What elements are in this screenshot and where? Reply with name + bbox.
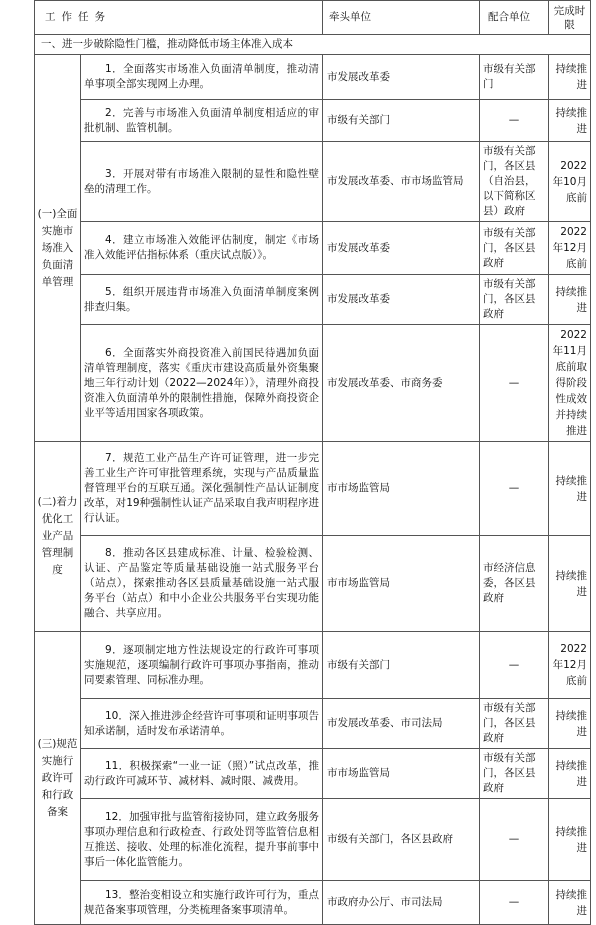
table-row [35, 881, 591, 925]
lead-unit-cell: 市市场监管局 [323, 749, 480, 799]
header-row [35, 1, 591, 35]
table-row [35, 632, 591, 699]
table-row [35, 325, 591, 442]
task-cell: 6．全面落实外商投资准入前国民待遇加负面清单管理制度，落实《重庆市建设高质量外资集聚地三年行动计划（2022—2024年）》，清理外商投资准入负面清单外的限制性措施，保障外商投资企业平等适用国家各项政策。 [81, 325, 323, 442]
coop-unit-cell: — [480, 799, 549, 881]
group-label: (三)规范实施行政许可和行政备案 [35, 632, 81, 925]
task-cell: 4．建立市场准入效能评估制度，制定《市场准入效能评估指标体系（重庆试点版）》。 [81, 222, 323, 275]
lead-unit-cell: 市级有关部门 [323, 632, 480, 699]
lead-unit-cell: 市发展改革委、市司法局 [323, 699, 480, 749]
table-row [35, 536, 591, 632]
header-task: 工作任务 [35, 1, 323, 35]
lead-unit-cell: 市政府办公厅、市司法局 [323, 881, 480, 925]
lead-unit-cell: 市发展改革委、市市场监管局 [323, 142, 480, 222]
task-table [34, 0, 591, 925]
deadline-cell: 持续推进 [549, 536, 591, 632]
lead-unit-cell: 市市场监管局 [323, 442, 480, 536]
section-title: 一、进一步破除隐性门槛，推动降低市场主体准入成本 [35, 35, 591, 55]
coop-unit-cell: — [480, 881, 549, 925]
deadline-cell: 2022年12月底前 [549, 222, 591, 275]
table-row [35, 799, 591, 881]
table-row [35, 222, 591, 275]
lead-unit-cell: 市发展改革委、市商务委 [323, 325, 480, 442]
deadline-cell: 持续推进 [549, 699, 591, 749]
table-row [35, 275, 591, 325]
table-row [35, 699, 591, 749]
coop-unit-cell: 市级有关部门 [480, 55, 549, 100]
deadline-cell: 2022年11月底前取得阶段性成效并持续推进 [549, 325, 591, 442]
task-cell: 3．开展对带有市场准入限制的显性和隐性壁垒的清理工作。 [81, 142, 323, 222]
task-cell: 8．推动各区县建成标准、计量、检验检测、认证、产品鉴定等质量基础设施一站式服务平台（站点），探索推动各区县质量基础设施一站式服务平台（站点）和中小企业公共服务平台实现功能融合、共享应用。 [81, 536, 323, 632]
lead-unit-cell: 市级有关部门，各区县政府 [323, 799, 480, 881]
table-row [35, 442, 591, 536]
task-cell: 11．积极探索“一业一证（照）”试点改革，推动行政许可减环节、减材料、减时限、减费用。 [81, 749, 323, 799]
header-deadline: 完成时限 [549, 1, 591, 35]
coop-unit-cell: 市级有关部门，各区县（自治县，以下简称区县）政府 [480, 142, 549, 222]
deadline-cell: 持续推进 [549, 55, 591, 100]
lead-unit-cell: 市市场监管局 [323, 536, 480, 632]
task-cell: 13．整治变相设立和实施行政许可行为，重点规范备案事项管理，分类梳理备案事项清单。 [81, 881, 323, 925]
group-label: (一)全面实施市场准入负面清单管理 [35, 55, 81, 442]
lead-unit-cell: 市发展改革委 [323, 222, 480, 275]
task-cell: 10．深入推进涉企经营许可事项和证明事项告知承诺制，适时发布承诺清单。 [81, 699, 323, 749]
coop-unit-cell: — [480, 100, 549, 142]
task-cell: 9．逐项制定地方性法规设定的行政许可事项实施规范，逐项编制行政许可事项办事指南，推动同要素管理、同标准办理。 [81, 632, 323, 699]
table-row [35, 55, 591, 100]
table-row [35, 142, 591, 222]
deadline-cell: 持续推进 [549, 100, 591, 142]
deadline-cell: 持续推进 [549, 881, 591, 925]
task-cell: 12．加强审批与监管衔接协同，建立政务服务事项办理信息和行政检查、行政处罚等监管信息相互推送、接收、处理的标准化流程，提升事前事中事后一体化监管能力。 [81, 799, 323, 881]
lead-unit-cell: 市发展改革委 [323, 275, 480, 325]
deadline-cell: 持续推进 [549, 799, 591, 881]
task-cell: 2．完善与市场准入负面清单制度相适应的审批机制、监管机制。 [81, 100, 323, 142]
header-coop-unit: 配合单位 [480, 1, 549, 35]
coop-unit-cell: 市级有关部门，各区县政府 [480, 275, 549, 325]
task-cell: 7．规范工业产品生产许可证管理，进一步完善工业生产许可审批管理系统，实现与产品质量监督管理平台的互联互通。深化强制性产品认证制度改革，对19种强制性认证产品采取自我声明程序进行认证。 [81, 442, 323, 536]
deadline-cell: 持续推进 [549, 442, 591, 536]
coop-unit-cell: 市级有关部门，各区县政府 [480, 222, 549, 275]
task-cell: 1．全面落实市场准入负面清单制度，推动清单事项全部实现网上办理。 [81, 55, 323, 100]
group-label: (二)着力优化工业产品管理制度 [35, 442, 81, 632]
coop-unit-cell: 市经济信息委，各区县政府 [480, 536, 549, 632]
lead-unit-cell: 市级有关部门 [323, 100, 480, 142]
header-lead-unit: 牵头单位 [323, 1, 480, 35]
deadline-cell: 持续推进 [549, 749, 591, 799]
coop-unit-cell: 市级有关部门，各区县政府 [480, 749, 549, 799]
coop-unit-cell: — [480, 325, 549, 442]
deadline-cell: 持续推进 [549, 275, 591, 325]
deadline-cell: 2022年10月底前 [549, 142, 591, 222]
coop-unit-cell: — [480, 632, 549, 699]
section-row [35, 35, 591, 55]
coop-unit-cell: 市级有关部门，各区县政府 [480, 699, 549, 749]
coop-unit-cell: — [480, 442, 549, 536]
table-row [35, 749, 591, 799]
lead-unit-cell: 市发展改革委 [323, 55, 480, 100]
task-cell: 5．组织开展违背市场准入负面清单制度案例排查归集。 [81, 275, 323, 325]
table-row [35, 100, 591, 142]
deadline-cell: 2022年12月底前 [549, 632, 591, 699]
